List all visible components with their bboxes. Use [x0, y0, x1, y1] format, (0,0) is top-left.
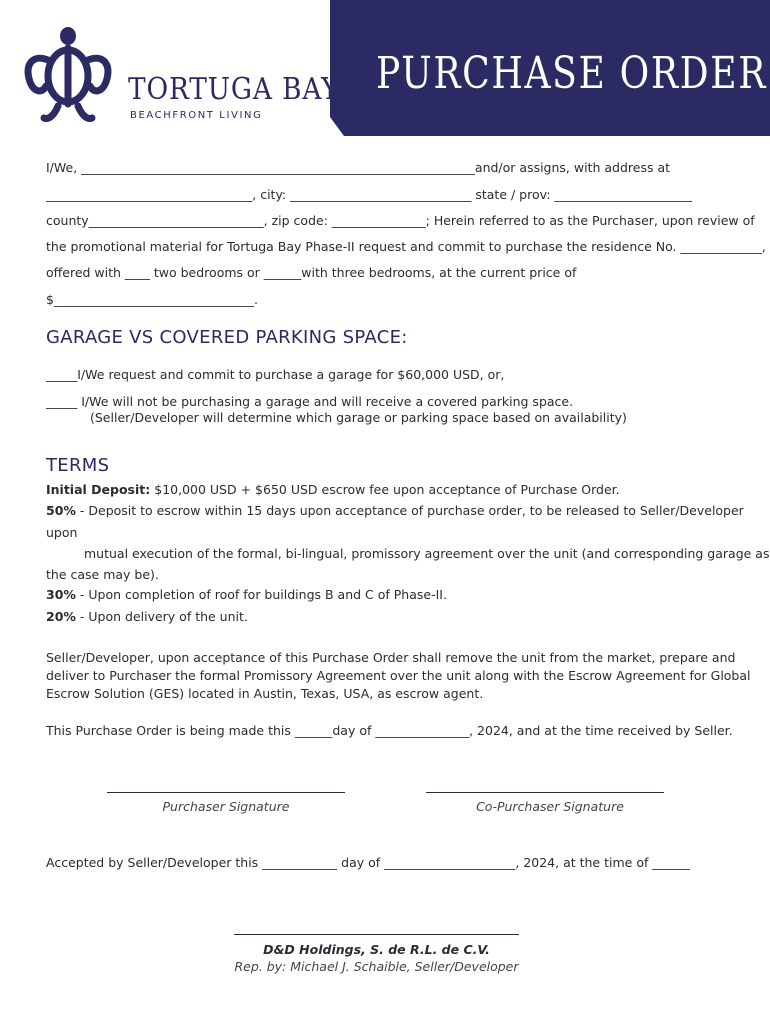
intro-line-6: $________________________________. [46, 292, 258, 307]
intro-line-5: offered with ____ two bedrooms or ______with three bedrooms, at the current price of [46, 265, 577, 280]
garage-heading: GARAGE VS COVERED PARKING SPACE: [46, 327, 408, 348]
percent-30-label: 30% [46, 587, 76, 602]
initial-deposit-label: Initial Deposit: [46, 482, 151, 497]
percent-20-label: 20% [46, 609, 76, 624]
percent-20-text: - Upon delivery of the unit. [75, 609, 248, 624]
made-this-line: This Purchase Order is being made this ______day of _______________, 2024, and at the time received by Seller. [46, 723, 733, 738]
seller-paragraph-line-1: Seller/Developer, upon acceptance of this Purchase Order shall remove the unit from the market, prepare and [46, 650, 736, 665]
intro-line-2: _________________________________, city: _____________________________ state / prov: ______________________ [46, 187, 693, 202]
garage-option-2-note: (Seller/Developer will determine which garage or parking space based on availability) [90, 410, 627, 425]
initial-deposit-text: $10,000 USD + $650 USD escrow fee upon acceptance of Purchase Order. [150, 482, 620, 497]
document-title: PURCHASE ORDER [376, 48, 768, 99]
seller-signature-line[interactable] [234, 934, 519, 935]
terms-heading: TERMS [46, 455, 110, 476]
terms-50-cont-1: upon [46, 525, 78, 540]
terms-50-cont-3: the case may be). [46, 567, 159, 582]
percent-30-text: - Upon completion of roof for buildings B and C of Phase-II. [75, 587, 447, 602]
turtle-logo-icon [18, 24, 118, 124]
terms-initial-deposit [46, 482, 620, 497]
accepted-line: Accepted by Seller/Developer this ____________ day of _____________________, 2024, at the time of ______ [46, 855, 690, 870]
terms-30-percent [46, 587, 447, 602]
brand-name: TORTUGA BAY [128, 72, 340, 107]
seller-paragraph-line-3: Escrow Solution (GES) located in Austin, Texas, USA, as escrow agent. [46, 686, 484, 701]
seller-representative: Rep. by: Michael J. Schaible, Seller/Developer [234, 959, 519, 974]
purchaser-signature-line[interactable] [107, 792, 345, 793]
percent-50-label: 50% [46, 503, 76, 518]
terms-50-cont-2: mutual execution of the formal, bi-lingual, promissory agreement over the unit (and corresponding garage as [84, 546, 770, 561]
seller-paragraph-line-2: deliver to Purchaser the formal Promissory Agreement over the unit along with the Escrow Agreement for Global [46, 668, 751, 683]
garage-option-2: _____ I/We will not be purchasing a garage and will receive a covered parking space. [46, 394, 574, 409]
percent-50-text: - Deposit to escrow within 15 days upon acceptance of purchase order, to be released to Seller/Developer [75, 503, 744, 518]
terms-50-percent [46, 503, 744, 518]
intro-line-3: county____________________________, zip code: _______________; Herein referred to as the Purchaser, upon review of [46, 213, 755, 228]
brand-tagline: BEACHFRONT LIVING [130, 110, 263, 121]
terms-20-percent [46, 609, 248, 624]
intro-line-4: the promotional material for Tortuga Bay Phase-II request and commit to purchase the residence No. _____________, [46, 239, 766, 254]
co-purchaser-signature-line[interactable] [426, 792, 664, 793]
seller-company: D&D Holdings, S. de R.L. de C.V. [263, 942, 490, 957]
intro-line-1: I/We, _______________________________________________________________and/or assigns, with address at [46, 160, 671, 175]
purchaser-signature-label: Purchaser Signature [162, 799, 290, 814]
garage-option-1: _____I/We request and commit to purchase a garage for $60,000 USD, or, [46, 367, 505, 382]
co-purchaser-signature-label: Co-Purchaser Signature [476, 799, 624, 814]
